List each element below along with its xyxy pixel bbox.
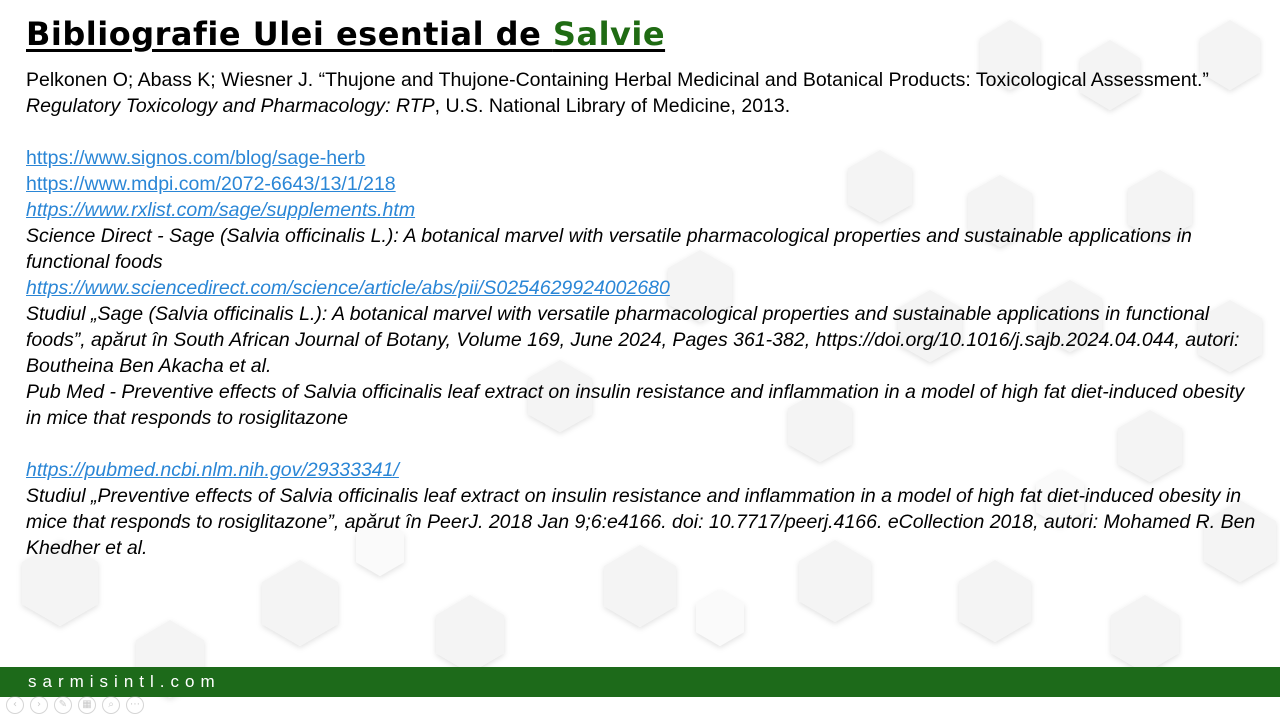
next-icon[interactable]: ›	[30, 696, 48, 714]
pen-icon[interactable]: ✎	[54, 696, 72, 714]
bibliography-content	[26, 67, 1261, 561]
zoom-icon[interactable]: ⌕	[102, 696, 120, 714]
pubmed-title: Pub Med - Preventive effects of Salvia officinalis leaf extract on insulin resistance and inflammation in a model of high fat diet-induced obesity in mice that responds to rosiglitazone	[26, 381, 1245, 429]
study-sage-botanical: Studiul „Sage (Salvia officinalis L.): A botanical marvel with versatile pharmacological properties and sustainable applications in functional foods”, apărut în South African Journal of Botany, Volume 169, June 2024, Pages 361-382, https://doi.org/10.1016/j.sajb.2024.04.044, autori: Boutheina Ben Akacha et al.	[26, 303, 1240, 377]
footer-site: sarmisintl.com	[28, 672, 221, 691]
slide-title-text: Bibliografie Ulei esential de	[26, 15, 553, 53]
slides-icon[interactable]: ▦	[78, 696, 96, 714]
spacer	[26, 431, 1261, 457]
more-icon[interactable]: ⋯	[126, 696, 144, 714]
reference-pelkonen-rest: , U.S. National Library of Medicine, 2013.	[434, 95, 791, 117]
link-mdpi[interactable]: https://www.mdpi.com/2072-6643/13/1/218	[26, 173, 396, 195]
spacer	[26, 119, 1261, 145]
slide-title-highlight: Salvie	[552, 15, 666, 53]
reference-pelkonen-authors: Pelkonen O; Abass K; Wiesner J. “Thujone and Thujone-Containing Herbal Medicinal and Botanical Products: Toxicological Assessment.”	[26, 69, 1209, 91]
reference-pelkonen-journal: Regulatory Toxicology and Pharmacology: RTP	[26, 95, 435, 117]
study-preventive-effects: Studiul „Preventive effects of Salvia officinalis leaf extract on insulin resistance and inflammation in a model of high fat diet-induced obesity in mice that responds to rosiglitazone”, apărut în PeerJ. 2018 Jan 9;6:e4166. doi: 10.7717/peerj.4166. eCollection 2018, autori: Mohamed R. Ben Khedher et al.	[26, 485, 1256, 559]
link-signos[interactable]: https://www.signos.com/blog/sage-herb	[26, 147, 366, 169]
link-sciencedirect[interactable]: https://www.sciencedirect.com/science/article/abs/pii/S0254629924002680	[26, 277, 670, 299]
slideshow-controls	[6, 696, 144, 716]
link-rxlist[interactable]: https://www.rxlist.com/sage/supplements.htm	[26, 199, 416, 221]
link-pubmed[interactable]: https://pubmed.ncbi.nlm.nih.gov/29333341/	[26, 459, 399, 481]
footer-bar	[0, 667, 1280, 697]
previous-icon[interactable]: ‹	[6, 696, 24, 714]
reference-pelkonen	[26, 67, 1261, 119]
sciencedirect-title: Science Direct - Sage (Salvia officinalis L.): A botanical marvel with versatile pharmacological properties and sustainable applications in functional foods	[26, 225, 1192, 273]
slide-title	[26, 14, 665, 54]
